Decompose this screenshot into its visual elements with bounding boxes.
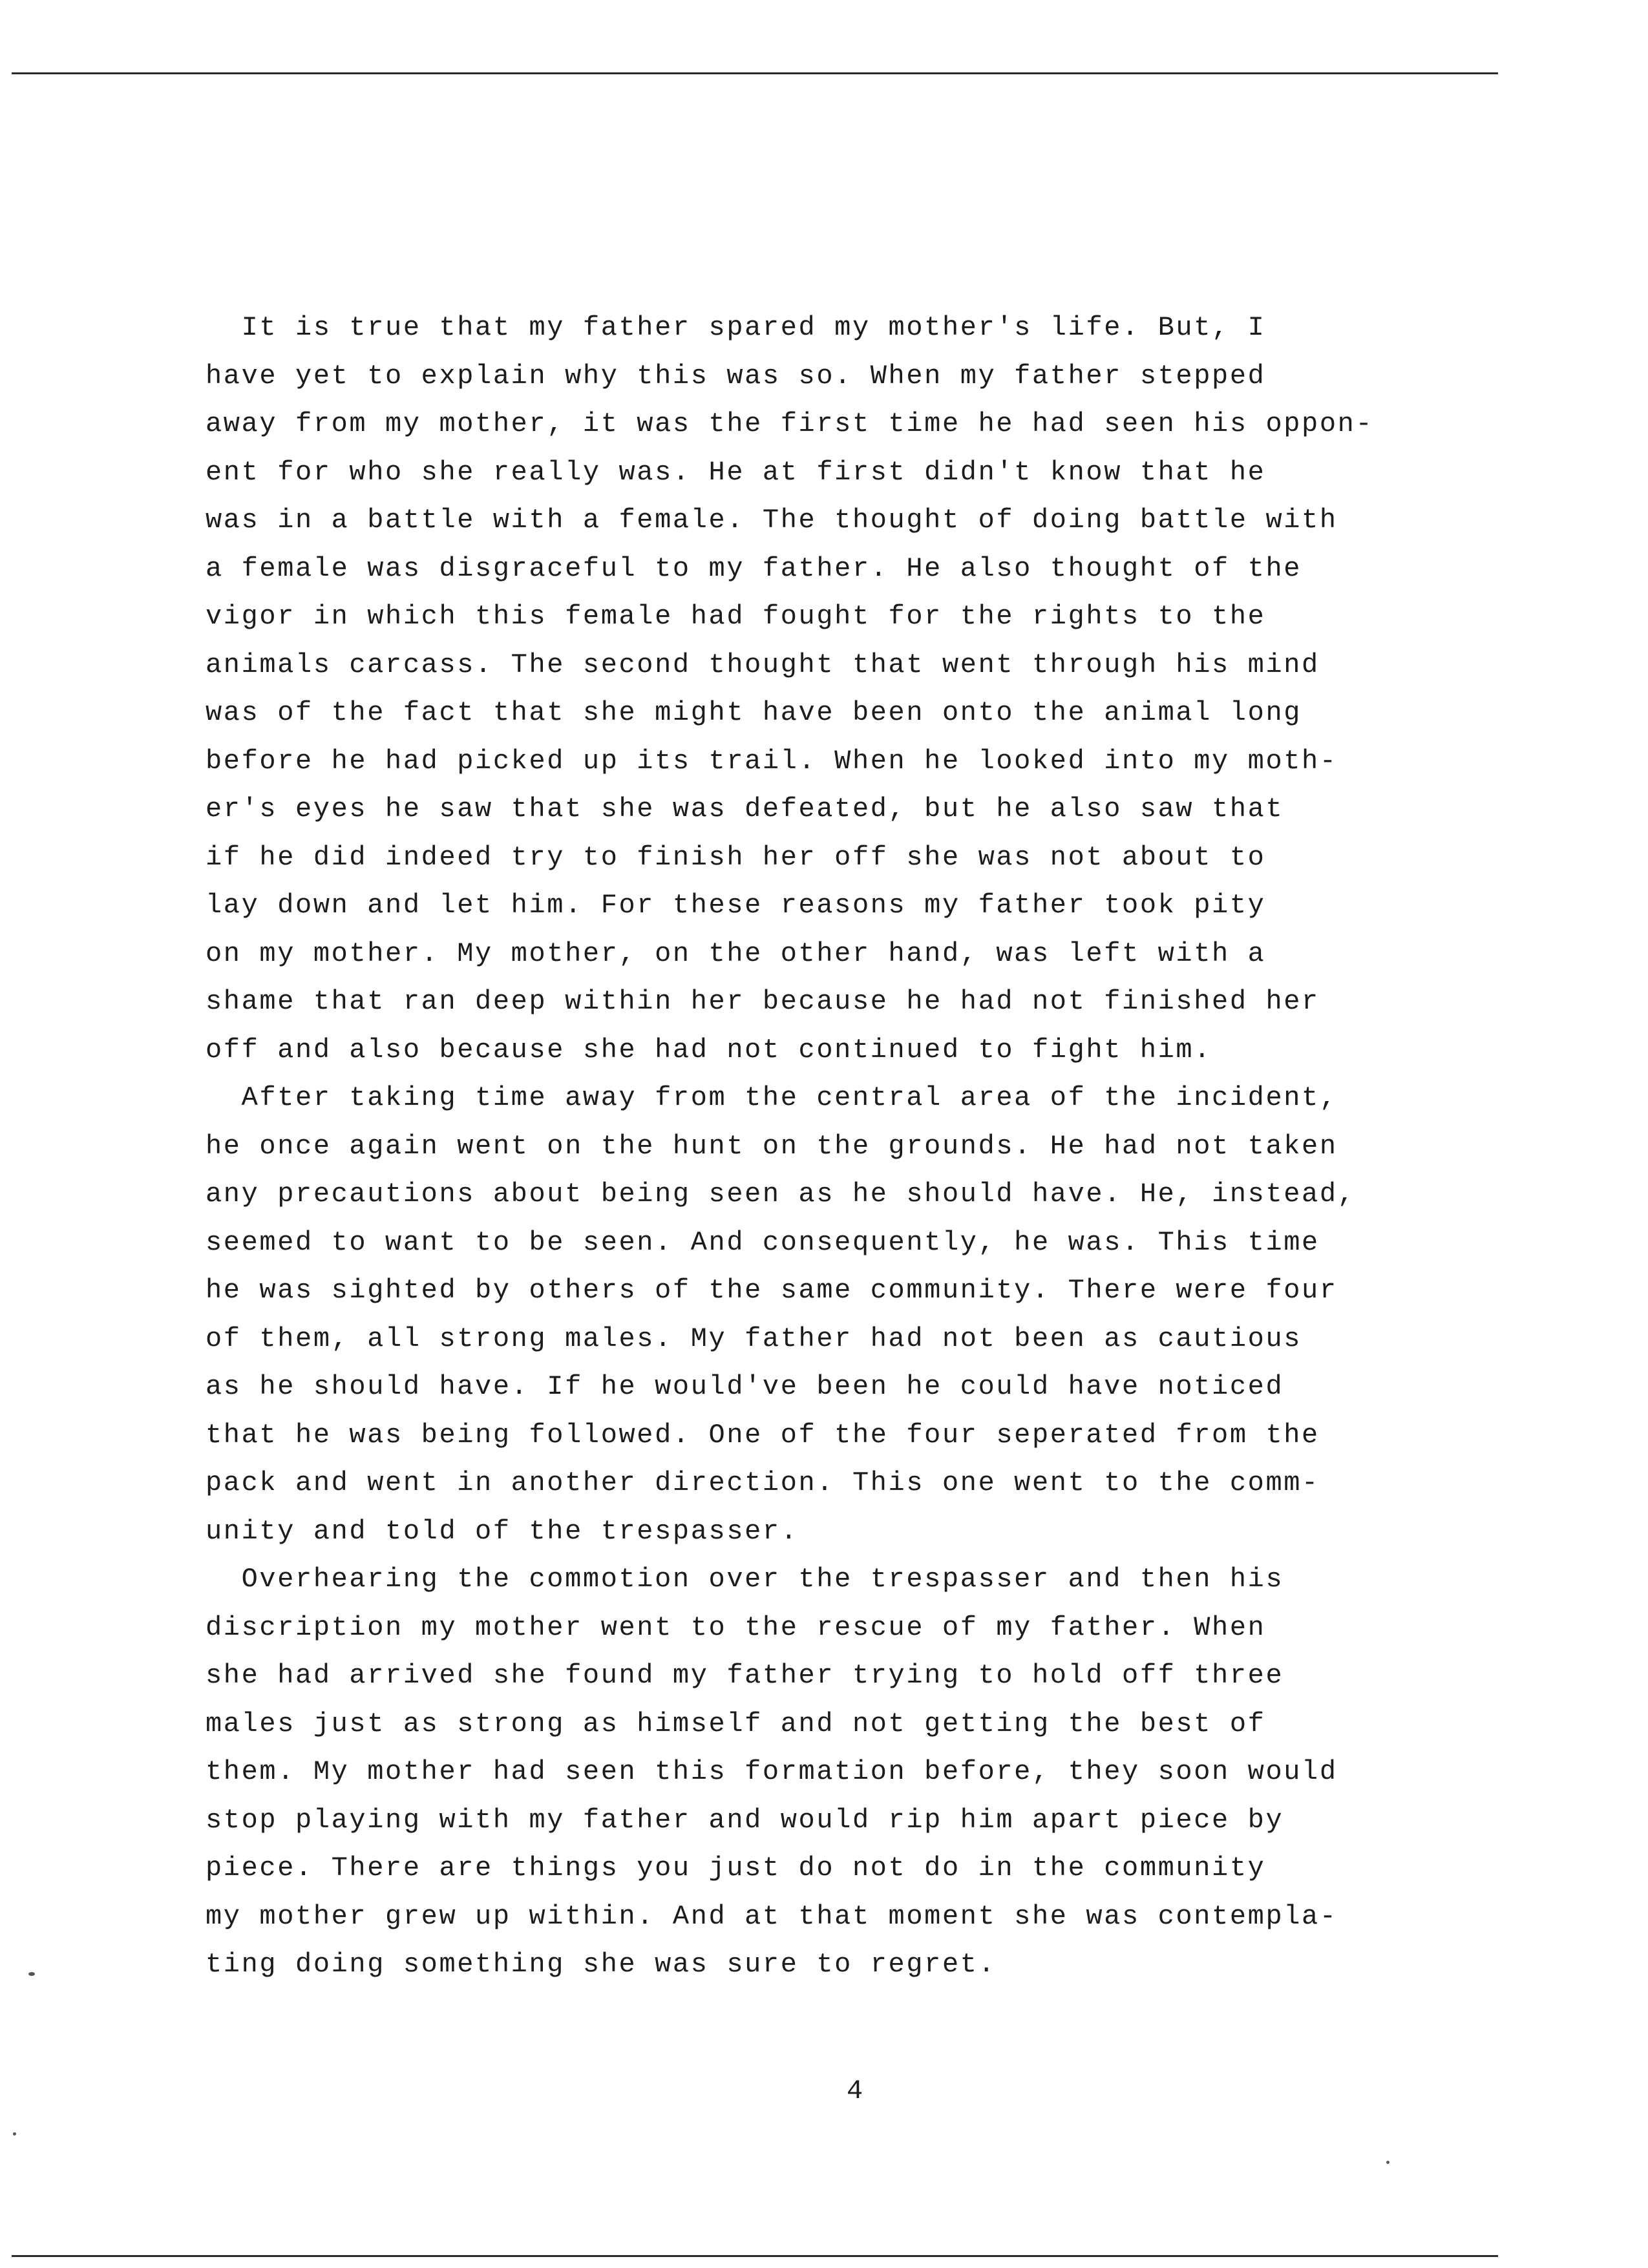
top-rule-line <box>12 72 1498 74</box>
scan-speck <box>28 1972 35 1976</box>
text-line: Overhearing the commotion over the trespasser and then his <box>206 1564 1284 1595</box>
text-line: he once again went on the hunt on the grounds. He had not taken <box>206 1130 1338 1162</box>
text-line: he was sighted by others of the same community. There were four <box>206 1275 1338 1306</box>
text-line: that he was being followed. One of the four seperated from the <box>206 1419 1320 1451</box>
text-line: my mother grew up within. And at that moment she was contempla- <box>206 1900 1338 1932</box>
text-line: seemed to want to be seen. And consequently, he was. This time <box>206 1226 1320 1258</box>
text-line: animals carcass. The second thought that went through his mind <box>206 649 1320 680</box>
text-line: of them, all strong males. My father had not been as cautious <box>206 1323 1302 1354</box>
text-line: was in a battle with a female. The thought of doing battle with <box>206 505 1338 536</box>
scan-speck <box>1386 2161 1389 2164</box>
text-line: males just as strong as himself and not getting the best of <box>206 1708 1266 1739</box>
text-line: was of the fact that she might have been onto the animal long <box>206 697 1302 728</box>
text-line: shame that ran deep within her because he had not finished her <box>206 986 1320 1017</box>
body-text <box>206 304 1511 1989</box>
text-line: unity and told of the trespasser. <box>206 1515 799 1547</box>
text-line: a female was disgraceful to my father. He also thought of the <box>206 552 1302 584</box>
text-line: any precautions about being seen as he should have. He, instead, <box>206 1179 1356 1210</box>
text-line: stop playing with my father and would rip him apart piece by <box>206 1804 1284 1836</box>
text-line: she had arrived she found my father trying to hold off three <box>206 1660 1284 1691</box>
text-line: as he should have. If he would've been he could have noticed <box>206 1371 1284 1402</box>
text-line: er's eyes he saw that she was defeated, but he also saw that <box>206 793 1284 824</box>
text-line: them. My mother had seen this formation before, they soon would <box>206 1756 1338 1787</box>
page-number: 4 <box>847 2075 865 2106</box>
text-line: if he did indeed try to finish her off she was not about to <box>206 841 1266 873</box>
text-line: have yet to explain why this was so. When my father stepped <box>206 360 1266 392</box>
text-line: It is true that my father spared my mother's life. But, I <box>206 312 1266 343</box>
text-line: ting doing something she was sure to regret. <box>206 1949 997 1980</box>
text-line: discription my mother went to the rescue of my father. When <box>206 1612 1266 1643</box>
text-line: lay down and let him. For these reasons my father took pity <box>206 890 1266 921</box>
text-line: piece. There are things you just do not do in the community <box>206 1853 1266 1884</box>
text-line: pack and went in another direction. This one went to the comm- <box>206 1467 1320 1498</box>
text-line: away from my mother, it was the first time he had seen his oppon- <box>206 408 1374 439</box>
text-line: ent for who she really was. He at first didn't know that he <box>206 456 1266 488</box>
text-line: before he had picked up its trail. When he looked into my moth- <box>206 745 1338 777</box>
scan-speck <box>13 2132 16 2136</box>
bottom-rule-line <box>12 2255 1498 2257</box>
text-line: off and also because she had not continued to fight him. <box>206 1034 1212 1066</box>
text-line: vigor in which this female had fought for the rights to the <box>206 601 1266 632</box>
text-line: on my mother. My mother, on the other hand, was left with a <box>206 938 1266 969</box>
text-line: After taking time away from the central area of the incident, <box>206 1082 1338 1113</box>
